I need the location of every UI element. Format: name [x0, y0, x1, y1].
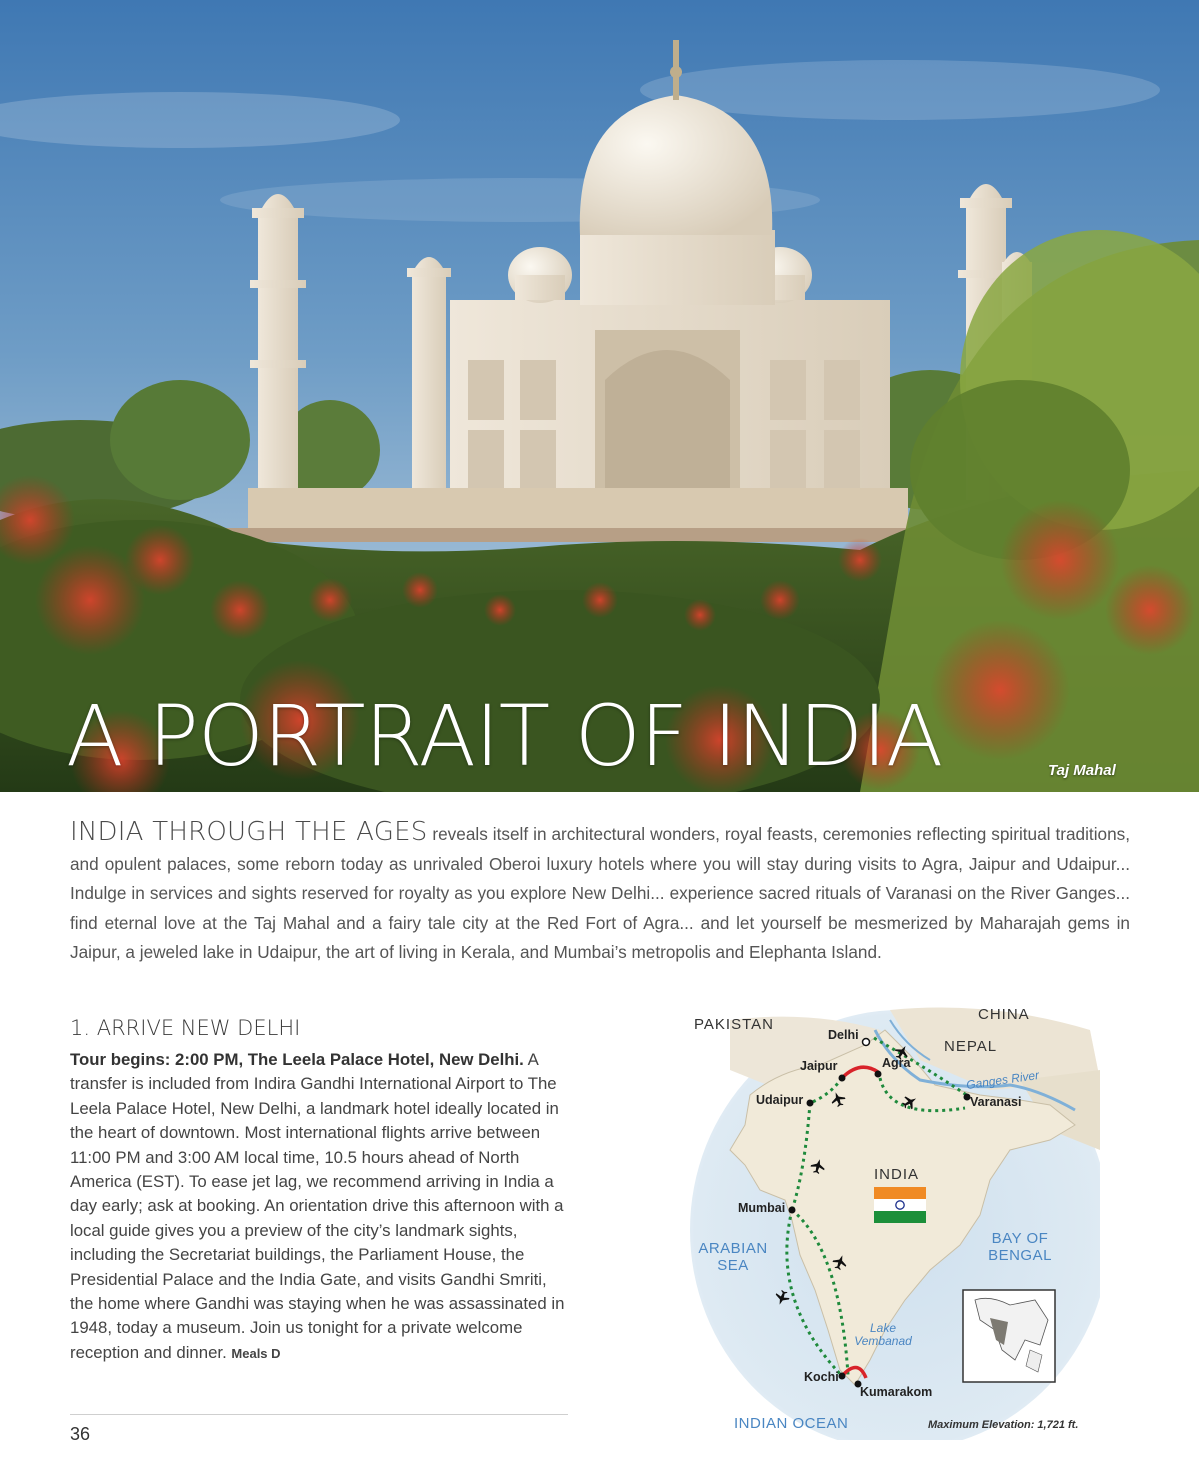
meals-label: Meals D: [231, 1345, 281, 1361]
page-number: 36: [70, 1424, 91, 1444]
city-delhi: Delhi: [828, 1028, 859, 1042]
label-pakistan: PAKISTAN: [694, 1016, 774, 1033]
label-china: CHINA: [978, 1006, 1030, 1023]
route-map: [690, 1000, 1100, 1440]
city-jaipur: Jaipur: [800, 1059, 838, 1073]
intro-lead: INDIA THROUGH THE AGES: [70, 817, 428, 847]
city-agra: Agra: [882, 1056, 911, 1070]
label-arabian-sea: ARABIAN SEA: [698, 1240, 768, 1274]
city-varanasi: Varanasi: [970, 1095, 1022, 1109]
divider: [70, 1414, 568, 1415]
max-elevation-note: Maximum Elevation: 1,721 ft.: [928, 1419, 1079, 1431]
indian-flag-icon: [874, 1187, 926, 1223]
city-udaipur: Udaipur: [756, 1093, 804, 1107]
day-lead: Tour begins: 2:00 PM, The Leela Palace Hotel, New Delhi.: [70, 1050, 524, 1069]
page-title: A PORTRAIT OF INDIA: [66, 687, 943, 785]
label-nepal: NEPAL: [944, 1038, 998, 1055]
day-body: [70, 1048, 574, 1366]
day-text: A transfer is included from Indira Gandhi International Airport to The Leela Palace Hotel, New Delhi, a landmark hotel ideally located in the heart of downtown. Most international flights arrive between 11:00 PM and 3:00 AM local time, 10.5 hours ahead of North America (EST). To ease jet lag, we recommend arriving in India a day early; ask at booking. An orientation drive this afternoon with a local guide gives you a preview of the city’s landmark sights, including the Secretariat buildings, the Parliament House, the Presidential Palace and the India Gate, and visits Gandhi Smriti, the home where Gandhi was staying when he was assassinated in 1948, today a museum. Join us tonight for a private welcome reception and dinner.: [70, 1050, 565, 1362]
day-heading: 1. ARRIVE NEW DELHI: [70, 1016, 301, 1040]
intro-paragraph: [70, 818, 1130, 968]
intro-text: reveals itself in architectural wonders, royal feasts, ceremonies reflecting spiritual traditions, and opulent palaces, some reborn today as unrivaled Oberoi luxury hotels where you will stay during visits to Agra, Jaipur and Udaipur... Indulge in services and sights reserved for royalty as you explore New Delhi... experience sacred rituals of Varanasi on the River Ganges... find eternal love at the Taj Mahal and a fairy tale city at the Red Fort of Agra... and let yourself be mesmerized by Maharajah gems in Jaipur, a jeweled lake in Udaipur, the art of living in Kerala, and Mumbai’s metropolis and Elephanta Island.: [70, 824, 1131, 962]
city-kochi: Kochi: [804, 1370, 839, 1384]
city-kumarakom: Kumarakom: [860, 1385, 933, 1399]
label-ganges-river: Ganges River: [965, 1067, 1040, 1093]
city-mumbai: Mumbai: [738, 1201, 786, 1215]
label-lake-vembanad: Lake Vembanad: [854, 1321, 912, 1348]
label-india: INDIA: [874, 1166, 920, 1183]
label-bay-of-bengal: BAY OF BENGAL: [988, 1230, 1052, 1264]
photo-caption: Taj Mahal: [1048, 762, 1116, 779]
label-indian-ocean: INDIAN OCEAN: [734, 1415, 849, 1432]
